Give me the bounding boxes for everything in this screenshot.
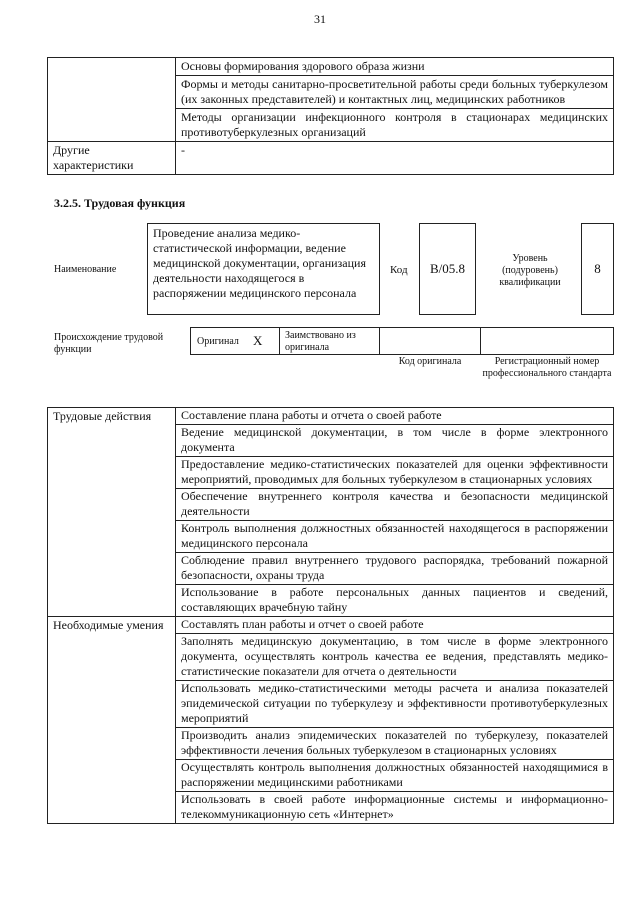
original-label: Оригинал <box>197 336 239 347</box>
borrowed-cell <box>279 327 380 355</box>
skill-item: Производить анализ эпидемических показателей по туберкулезу, показателей эффективности лечения больных туберкулезом в стационарных условиях <box>176 728 614 760</box>
reg-number-cell <box>480 327 614 355</box>
labor-action-item: Предоставление медико-статистических показателей для оценки эффективности мероприятий, проводимых для больных туберкулезом в стационарных условиях <box>176 457 614 489</box>
labor-function-table <box>47 407 614 824</box>
code-value: В/05.8 <box>429 261 466 276</box>
level-label: Уровень (подуровень) квалификации <box>499 253 561 288</box>
original-mark: X <box>253 333 263 348</box>
skill-item: Осуществлять контроль выполнения должностных обязанностей находящимися в распоряжении медицинскими работниками <box>176 760 614 792</box>
required-skills-label: Необходимые умения <box>48 617 176 824</box>
table-row <box>48 617 614 634</box>
origin-label: Происхождение трудовой функции <box>54 332 164 355</box>
code-label: Код <box>390 264 408 276</box>
level-value: 8 <box>594 261 601 276</box>
labor-action-item: Обеспечение внутреннего контроля качества и безопасности медицинской деятельности <box>176 489 614 521</box>
labor-action-item: Соблюдение правил внутреннего трудового распорядка, требований пожарной безопасности, охраны труда <box>176 553 614 585</box>
skill-item: Заполнять медицинскую документацию, в том числе в форме электронного документа, осуществлять контроль качества ее ведения, представлять медико-статистические показатели для отчета о деятельности <box>176 634 614 681</box>
reg-number-caption: Регистрационный номер профессионального стандарта <box>482 356 612 379</box>
level-box <box>581 223 614 315</box>
labor-action-item: Контроль выполнения должностных обязанностей находящегося в распоряжении медицинского персонала <box>176 521 614 553</box>
page-number: 31 <box>314 12 326 26</box>
labor-action-item: Использование в работе персональных данных пациентов и сведений, составляющих врачебную тайну <box>176 585 614 617</box>
original-cell <box>190 327 280 355</box>
skill-item: Использовать медико-статистическими методы расчета и анализа показателей эпидемической ситуации по туберкулезу и эффективности противотуберкулезных мероприятий <box>176 681 614 728</box>
knowledge-table <box>47 57 614 175</box>
function-name-box <box>147 223 380 315</box>
knowledge-label-cell <box>48 58 176 142</box>
skill-item: Использовать в своей работе информационные системы и информационно-телекоммуникационную сеть «Интернет» <box>176 792 614 824</box>
labor-actions-label: Трудовые действия <box>48 408 176 617</box>
labor-action-item: Составление плана работы и отчета о своей работе <box>176 408 614 425</box>
code-box <box>419 223 476 315</box>
function-name: Проведение анализа медико-статистической информации, ведение медицинской документации, организация деятельности находящегося в распоряжении медицинского персонала <box>153 226 366 300</box>
table-row <box>48 142 614 175</box>
knowledge-item: Основы формирования здорового образа жизни <box>176 58 614 76</box>
table-row <box>48 408 614 425</box>
knowledge-item: Методы организации инфекционного контроля в стационарах медицинских противотуберкулезных организаций <box>176 109 614 142</box>
code-original-caption: Код оригинала <box>398 356 462 367</box>
other-characteristics-value: - <box>176 142 614 175</box>
knowledge-item: Формы и методы санитарно-просветительной работы среди больных туберкулезом (их законных представителей) и контактных лиц, медицинских работников <box>176 76 614 109</box>
name-label: Наименование <box>54 264 117 275</box>
other-characteristics-label: Другие характеристики <box>48 142 176 175</box>
table-row <box>48 58 614 76</box>
borrowed-label: Заимствовано из оригинала <box>285 330 356 353</box>
section-heading: 3.2.5. Трудовая функция <box>54 196 186 210</box>
skill-item: Составлять план работы и отчет о своей работе <box>176 617 614 634</box>
labor-action-item: Ведение медицинской документации, в том числе в форме электронного документа <box>176 425 614 457</box>
code-original-cell <box>379 327 481 355</box>
